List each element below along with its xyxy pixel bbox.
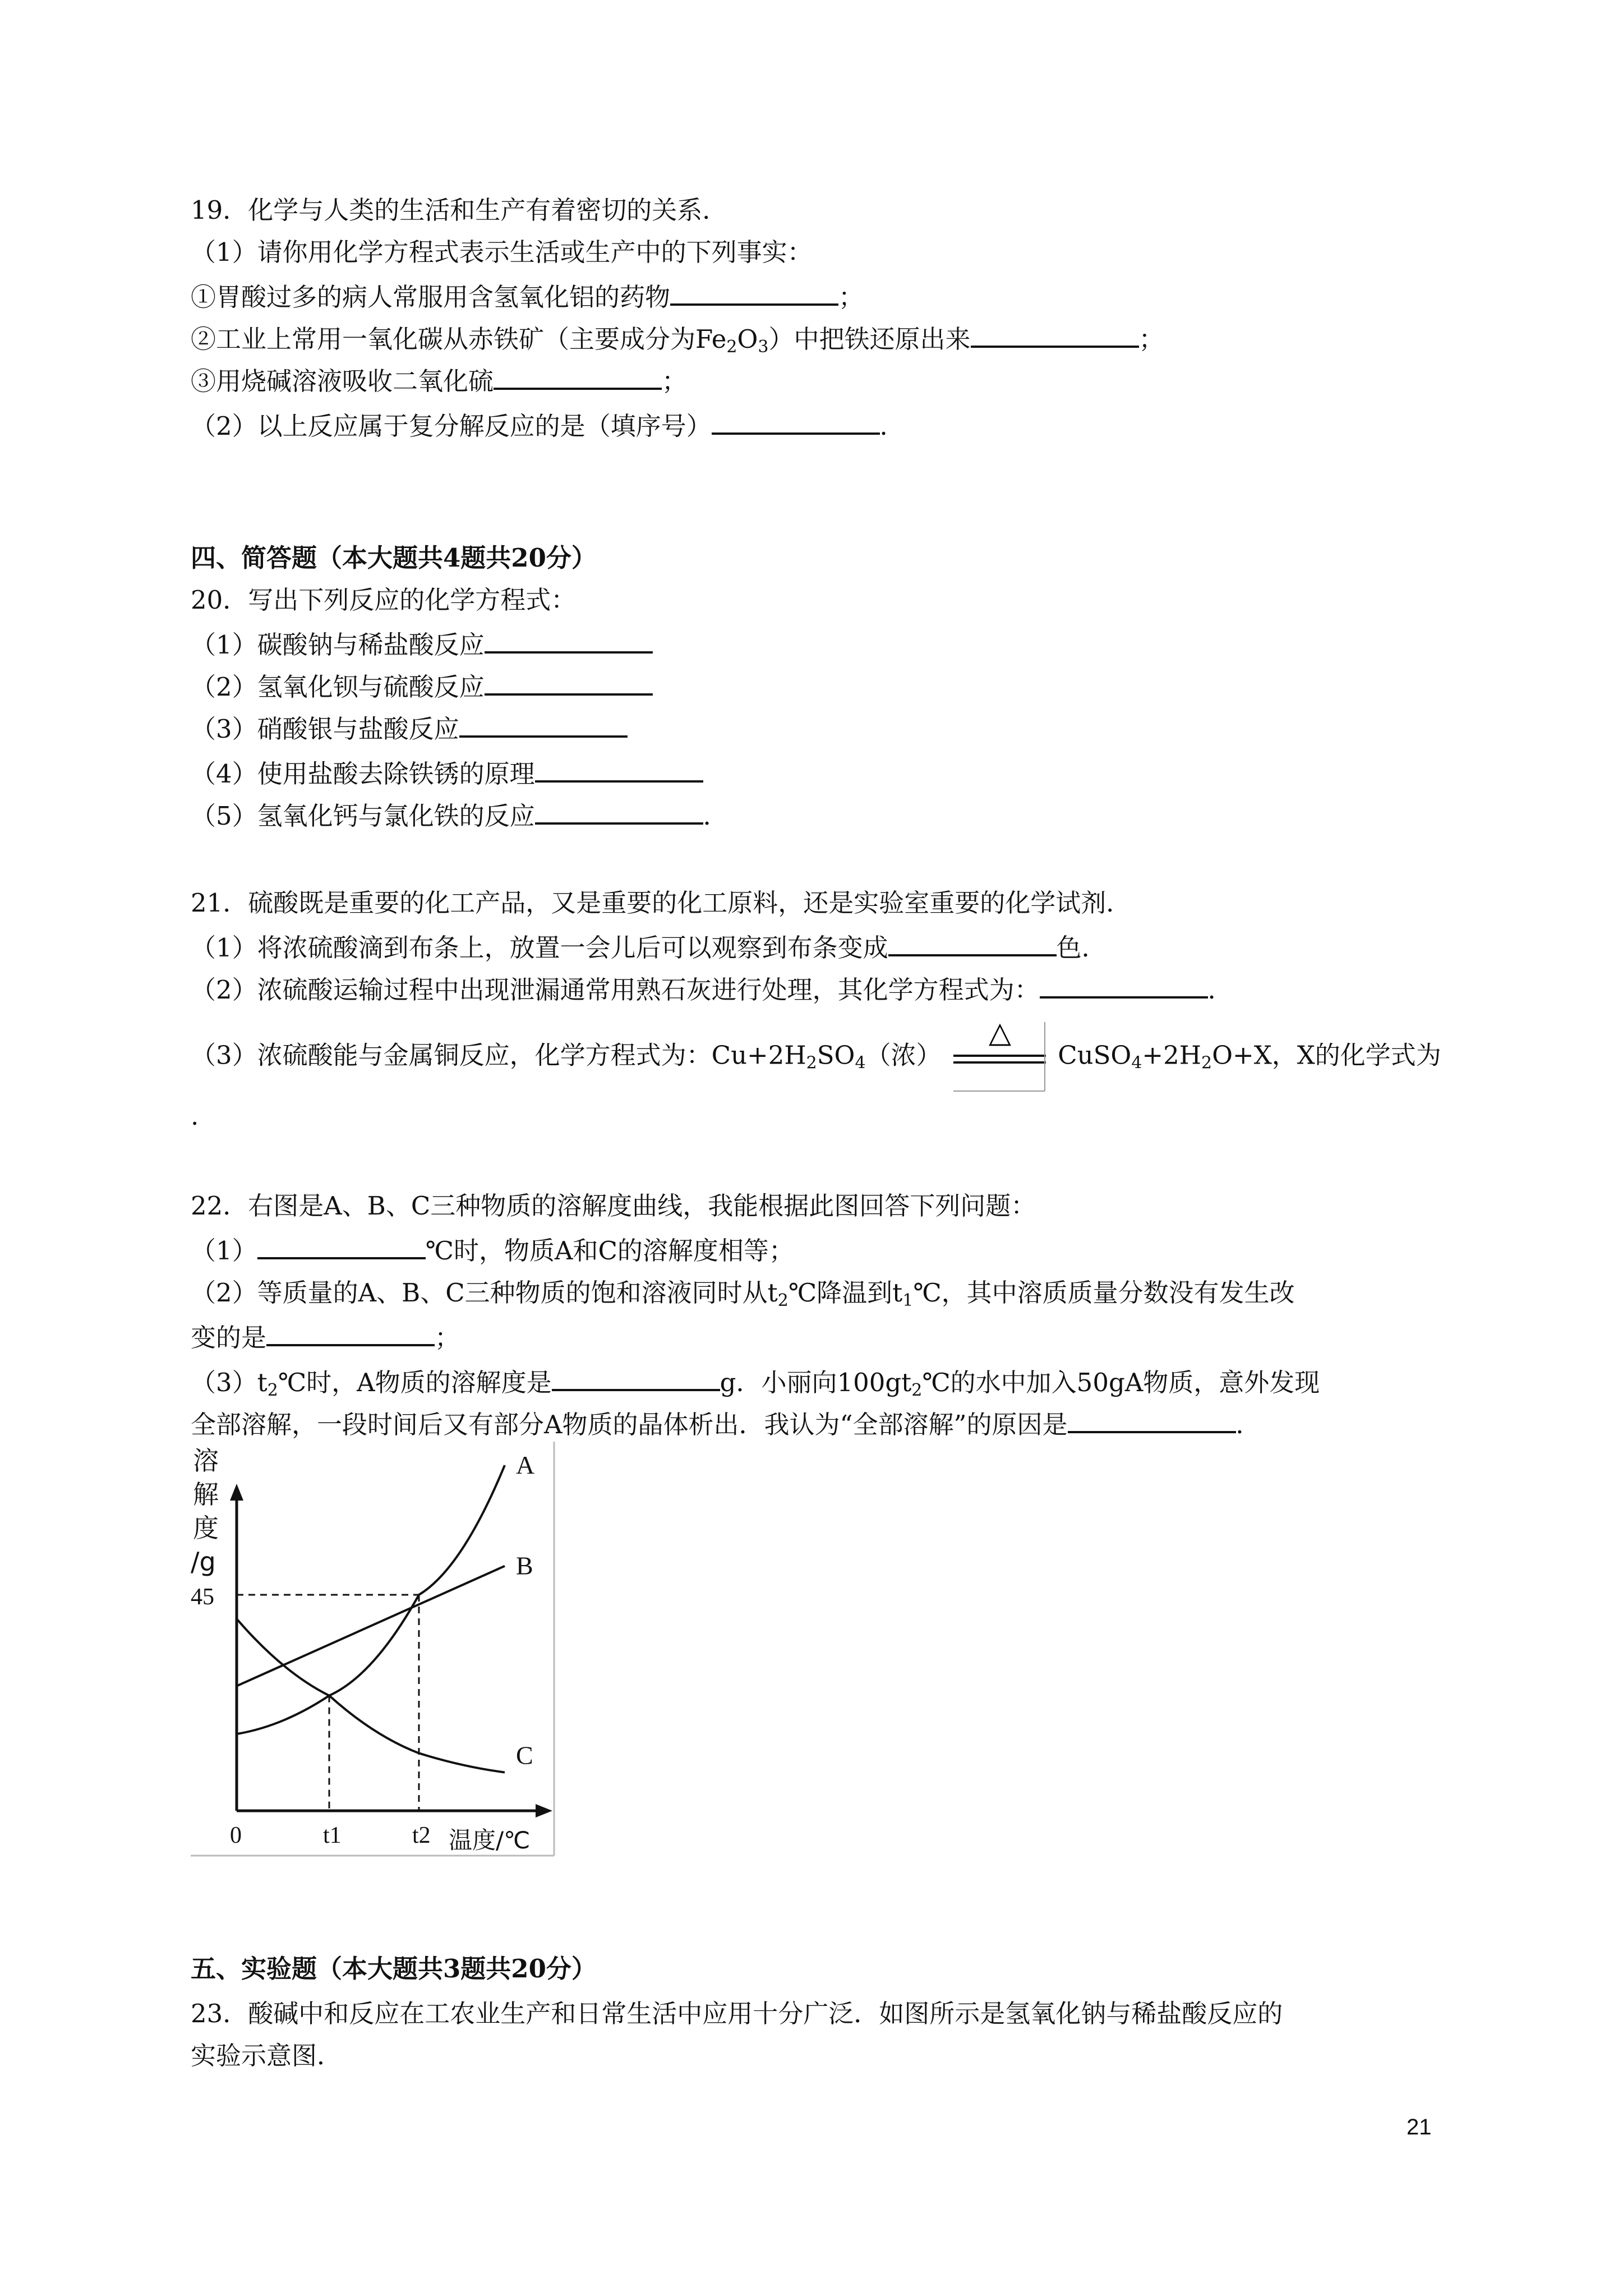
- q19-item3: ③用烧碱溶液吸收二氧化硫 ；: [191, 362, 687, 398]
- section4-heading: 四、简答题（本大题共4题共20分）: [191, 543, 597, 573]
- q19-part2: （2）以上反应属于复分解反应的是（填序号） ．: [191, 407, 905, 443]
- section5-heading: 五、实验题（本大题共3题共20分）: [191, 1954, 597, 1984]
- q22-part2-cont: 变的是 ；: [191, 1318, 460, 1355]
- y-label-char-3: 度: [193, 1513, 219, 1543]
- answer-blank[interactable]: [485, 625, 653, 654]
- x-axis-label: 温度/℃: [449, 1826, 531, 1854]
- q23-line1: 23．酸碱中和反应在工农业生产和日常生活中应用十分广泛．如图所示是氢氧化钠与稀盐酸反应的: [191, 1999, 1283, 2028]
- x-axis-arrow: [536, 1804, 552, 1818]
- q20-item2: （2）氢氧化钡与硫酸反应: [191, 668, 653, 704]
- x-tick-t1: t1: [323, 1823, 342, 1848]
- q21-part3-end: .: [191, 1101, 199, 1131]
- answer-blank[interactable]: [535, 797, 703, 825]
- series-label-b: B: [516, 1551, 533, 1580]
- answer-blank[interactable]: [888, 928, 1057, 956]
- curve-a: [237, 1465, 505, 1734]
- q21-part3: （3）浓硫酸能与金属铜反应，化学方程式为：$Cu+2H_2SO_4$（浓） △ $CuSO_4+2H_2O+X$，X的化学式为: [191, 1021, 1441, 1094]
- q22-part3: $(3)t_2℃$时，A物质的溶解度是 g．小丽向$100gt_2℃$的水中加入50gA物质，意外发现: [191, 1363, 1320, 1407]
- y-label-unit: /g: [191, 1547, 216, 1577]
- q21-part2: （2）浓硫酸运输过程中出现泄漏通常用熟石灰进行处理，其化学方程式为： ．: [191, 970, 1233, 1007]
- q20-title: 20．写出下列反应的化学方程式：: [191, 585, 577, 615]
- answer-blank[interactable]: [257, 1231, 426, 1259]
- heat-triangle: △: [988, 1021, 1011, 1050]
- q21-part1: （1）将浓硫酸滴到布条上，放置一会儿后可以观察到布条变成 色．: [191, 928, 1107, 965]
- answer-blank[interactable]: [670, 278, 838, 306]
- q20-item4: （4）使用盐酸去除铁锈的原理: [191, 754, 703, 791]
- answer-blank[interactable]: [266, 1318, 435, 1346]
- plot-area: [237, 1451, 534, 1811]
- q22-part3-cont: 全部溶解，一段时间后又有部分A物质的晶体析出．我认为“全部溶解”的原因是 ．: [191, 1405, 1261, 1442]
- x-tick-t2: t2: [412, 1823, 431, 1848]
- axes: [230, 1484, 552, 1818]
- q22-part2: （2）等质量的A、B、C三种物质的饱和溶液同时从$t_2℃$降温到$t_1℃$，其中溶质质量分数没有发生改: [191, 1278, 1295, 1310]
- answer-blank[interactable]: [1040, 970, 1208, 999]
- answer-blank[interactable]: [552, 1363, 720, 1391]
- curve-c: [237, 1619, 505, 1773]
- answer-blank[interactable]: [535, 754, 703, 783]
- answer-blank[interactable]: [459, 710, 628, 738]
- y-label-char-2: 解: [193, 1479, 219, 1510]
- page-number: 21: [1407, 2115, 1432, 2139]
- q19-item2: ②工业上常用一氧化碳从赤铁矿（主要成分为$Fe_2O_3$）中把铁还原出来 ；: [191, 320, 1164, 364]
- answer-blank[interactable]: [971, 320, 1139, 348]
- heating-equal-sign: [951, 1021, 1049, 1094]
- reaction-condition: [951, 1021, 1049, 1094]
- answer-blank[interactable]: [485, 668, 653, 696]
- y-axis-arrow: [230, 1484, 243, 1501]
- q19-title: 19．化学与人类的生活和生产有着密切的关系．: [191, 195, 728, 225]
- q21-title: 21．硫酸既是重要的化工产品，又是重要的化工原料，还是实验室重要的化学试剂．: [191, 888, 1132, 918]
- answer-blank[interactable]: [494, 362, 662, 390]
- q20-item1: （1）碳酸钠与稀盐酸反应: [191, 625, 653, 662]
- x-tick-0: 0: [230, 1823, 242, 1848]
- q20-item5: （5）氢氧化钙与氯化铁的反应 ．: [191, 797, 728, 833]
- q20-item3: （3）硝酸银与盐酸反应: [191, 710, 628, 746]
- series-label-a: A: [516, 1451, 535, 1479]
- q23-line2: 实验示意图．: [191, 2041, 343, 2070]
- series-label-c: C: [516, 1741, 533, 1770]
- q19-part1: （1）请你用化学方程式表示生活或生产中的下列事实：: [191, 237, 813, 267]
- curve-b: [237, 1566, 505, 1686]
- q22-title: 22．右图是A、B、C三种物质的溶解度曲线，我能根据此图回答下列问题：: [191, 1191, 1036, 1221]
- q19-item1: ①胃酸过多的病人常服用含氢氧化铝的药物 ；: [191, 278, 864, 314]
- y-label-char-1: 溶: [193, 1446, 219, 1476]
- solubility-chart: [191, 1436, 555, 1857]
- answer-blank[interactable]: [712, 407, 880, 435]
- answer-blank[interactable]: [1068, 1405, 1236, 1433]
- y-tick-45: 45: [191, 1584, 214, 1610]
- q22-part1: （1） ℃时，物质A和C的溶解度相等；: [191, 1231, 794, 1268]
